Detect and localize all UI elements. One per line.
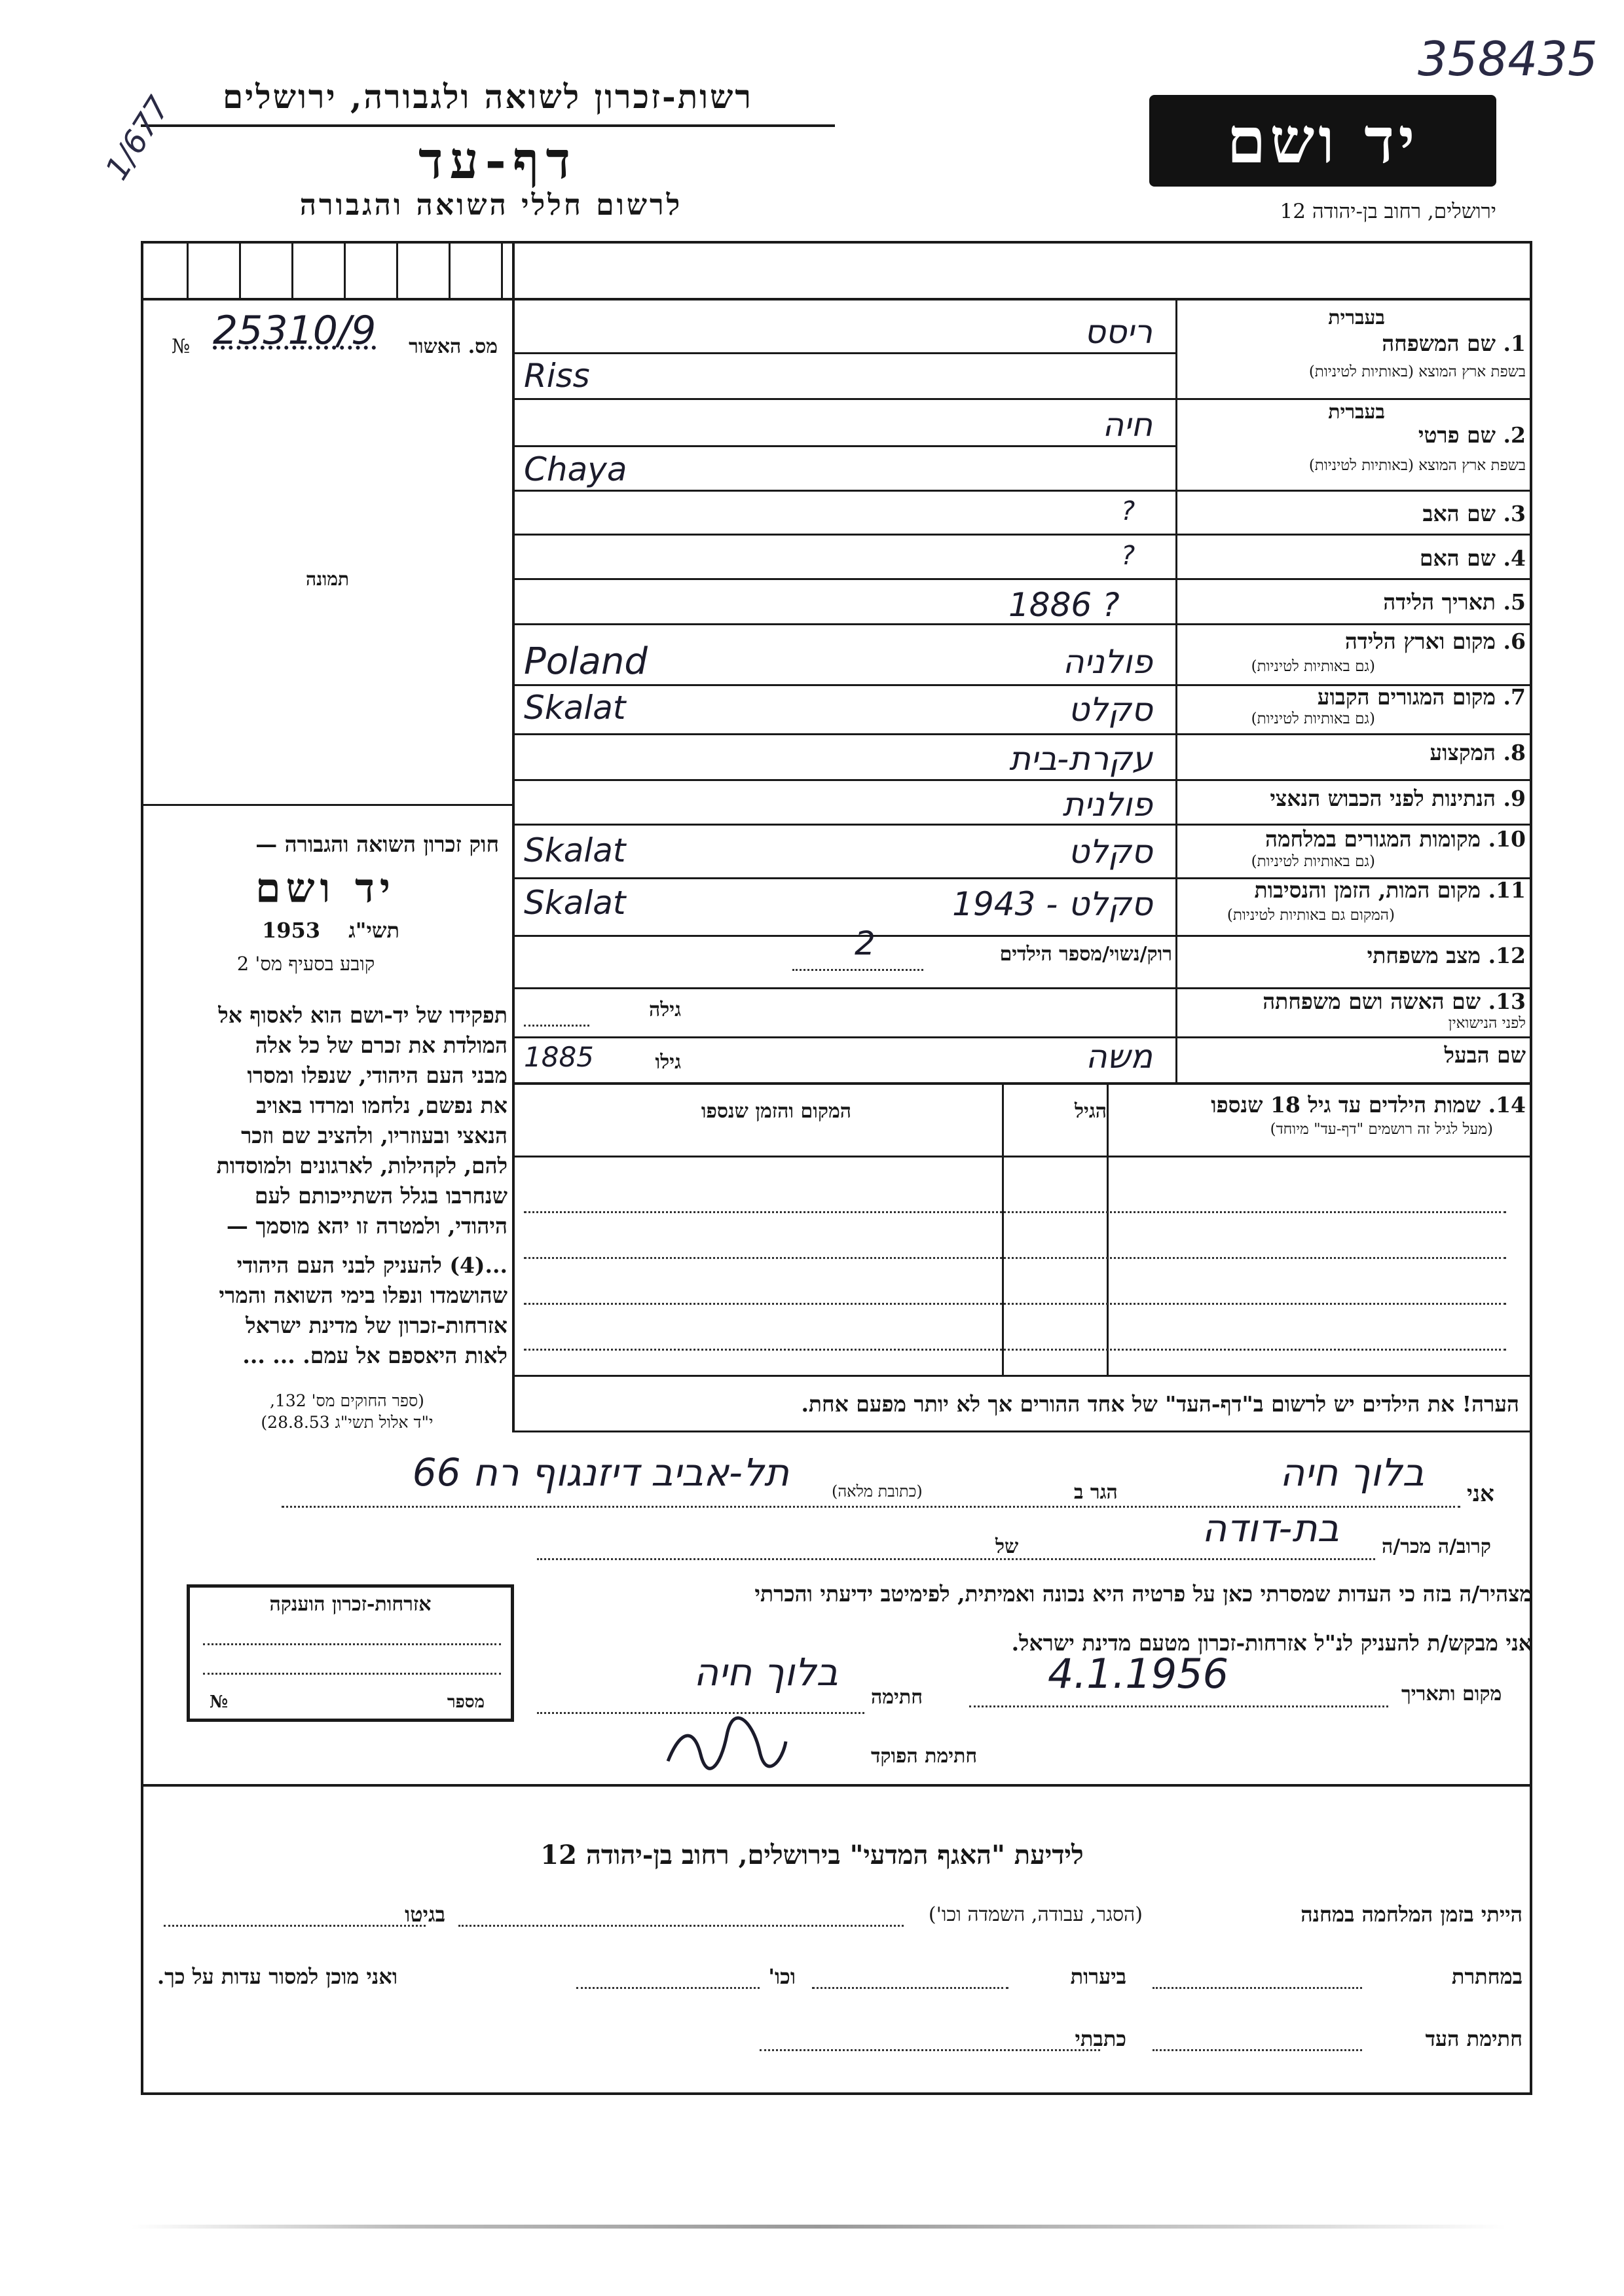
law-purpose-text [144, 1000, 507, 1371]
field-12-label: 12. מצב משפחתי [1367, 943, 1526, 968]
footer-line3-dots [1153, 2049, 1362, 2051]
form-title: דף-עד [418, 131, 577, 191]
field-6-sub: (גם באותיות לטיניות) [1251, 658, 1375, 675]
footer-line3-a: חתימת העד [1425, 2026, 1522, 2051]
field-7-sub: (גם באותיות לטיניות) [1251, 710, 1375, 727]
children-row-line [524, 1303, 1506, 1305]
husband-label: שם הבעל [1444, 1042, 1526, 1068]
law-purpose-line: מבני העם היהודי, שנפלו ומסרו [247, 1063, 507, 1088]
law-purpose-line: תפקידו של יד-ושם הוא לאסוף אל [218, 1002, 507, 1028]
children-title: 14. שמות הילדים עד גיל 18 שנספו [1211, 1092, 1526, 1118]
signature-line [537, 1712, 864, 1714]
field-3-value: ? [1121, 496, 1135, 526]
field-10-value-he: סקלט [1068, 833, 1153, 871]
header-divider [141, 124, 835, 127]
children-header-bottom [515, 1156, 1532, 1157]
citizenship-number-label: מספר [447, 1692, 485, 1712]
note-bottom [515, 1430, 1532, 1432]
field-7-label: 7. מקום המגורים הקבוע [1317, 684, 1526, 710]
children-col-age: הגיל [1074, 1100, 1107, 1123]
row-separator [515, 578, 1532, 580]
field-12-value: 2 [855, 924, 876, 962]
resides-label: הגר ב [1074, 1481, 1118, 1504]
law-year-hebrew: תשי"ג [348, 918, 399, 943]
officer-label: חתימת הפוקד [871, 1745, 978, 1768]
field-2-value-he: חיה [1102, 406, 1153, 444]
field-4-value: ? [1121, 541, 1135, 571]
row-separator [515, 352, 1176, 354]
husband-value: משה [1085, 1038, 1153, 1076]
declarant-date: 4.1.1956 [1048, 1650, 1229, 1698]
i-label: אני [1467, 1481, 1494, 1507]
place-date-label: מקום ותאריך [1401, 1683, 1502, 1705]
relation-line [537, 1558, 1375, 1560]
row-separator [515, 935, 1532, 937]
field-12-inline-label: רוק/נשוי/מספר הילדים [999, 943, 1172, 966]
full-address-label: (כתובת מלאה) [832, 1482, 923, 1501]
footer-line2-b: ביערות [1070, 1964, 1126, 1989]
footer-line2-dots [576, 1987, 760, 1989]
children-row-line [524, 1349, 1506, 1351]
field-9-label: 9. הנתינות לפני הכבוש הנאצי [1270, 786, 1526, 811]
row-separator [515, 445, 1176, 447]
field-13-dots [524, 1025, 589, 1027]
registration-number: 25310/9 [213, 308, 377, 354]
footer-title: לידיעת "האגף המדעי" בירושלים, רחוב בן-יהודה 12 [540, 1840, 1084, 1870]
law-purpose-line: המולדת את זכרם של כל אלה [255, 1032, 507, 1058]
left-column-divider [512, 241, 515, 1432]
law-source-1: (ספר החוקים מס' 132, [270, 1391, 424, 1410]
law-section: קובע בסעיף מס' 2 [236, 953, 375, 975]
law-year: 1953 [262, 918, 321, 943]
field-10-sub: (גם באותיות לטיניות) [1251, 853, 1375, 870]
field-8-value: עקרת-בית [1009, 740, 1153, 778]
field-7-value-he: סקלט [1068, 691, 1153, 729]
top-strip-cell [187, 241, 189, 300]
footer-line1-dots [164, 1925, 426, 1927]
law-purpose-line: את נפשם, נלחמו ומרדו באויב [256, 1093, 507, 1118]
children-table-bottom [515, 1375, 1532, 1377]
footer-line1-b: (הסגר, עבודה, השמדה וכו') [928, 1903, 1143, 1926]
law-clause-line: שהושמדו ונפלו בימי השואה והמרי [219, 1283, 507, 1308]
declarant-name: בלוך חיה [1280, 1450, 1424, 1495]
field-1-value-he: ריסס [1084, 313, 1153, 351]
footer-line2-c: וכו' [768, 1964, 796, 1989]
declaration-bottom [141, 1784, 1532, 1787]
husband-age-label: גילו [655, 1051, 681, 1074]
law-purpose-line: שנחרבו בגלל השתייכותם לעם [254, 1183, 507, 1209]
field-11-label: 11. מקום המות, הזמן והנסיבות [1254, 877, 1526, 903]
field-13-label: 13. שם האשה ושם משפחתה [1263, 989, 1526, 1014]
husband-age-value: 1885 [524, 1041, 594, 1073]
top-strip-cell [344, 241, 346, 300]
field-4-label: 4. שם האם [1419, 545, 1526, 571]
top-strip-cell [239, 241, 241, 300]
label-column-divider [1175, 298, 1177, 1084]
top-strip-bottom [141, 298, 1532, 301]
registration-label: מס. האשור [409, 335, 498, 358]
top-strip-cell [396, 241, 398, 300]
field-11-value-he: סקלט - 1943 [952, 885, 1153, 923]
row-separator [515, 398, 1532, 400]
children-col-divider [1107, 1082, 1109, 1377]
row-separator [515, 779, 1532, 781]
children-row-line [524, 1257, 1506, 1259]
field-1-hebrew-tag: בעברית [1328, 306, 1385, 329]
field-1-label: 1. שם המשפחה [1382, 331, 1526, 356]
archive-number: 358435 [1418, 31, 1598, 86]
law-clause-line: לאות היאספם אל עמם. ... ... [242, 1343, 507, 1368]
field-10-label: 10. מקומות המגורים במלחמה [1264, 826, 1526, 852]
officer-signature-scribble [661, 1715, 792, 1774]
footer-line1-c: בגיטו [405, 1902, 445, 1927]
row-separator [515, 1082, 1532, 1085]
top-strip-cell [449, 241, 451, 300]
photo-area-bottom [141, 804, 514, 806]
law-clause-line: אזרחות-זכרון של מדינת ישראל [246, 1313, 507, 1338]
request-line: אני מבקש/ת להעניק לנ"ל אזרחות-זכרון מטעם מדינת ישראל. [1011, 1630, 1532, 1656]
field-6-value-he: פולניה [1062, 643, 1153, 681]
law-purpose-line: הנאצי ובעוזריו, ולהציב שם וזכר [241, 1123, 507, 1148]
address: ירושלים, רחוב בן-יהודה 12 [1280, 200, 1496, 223]
declare-line: מצהיר/ה בזה כי העדות שמסרתי כאן על פרטיה היא נכונה ואמיתית, לפימיטב ידיעתי והכרתי [754, 1581, 1532, 1607]
field-6-value-latin: Poland [524, 640, 648, 683]
signature-label: חתימה [871, 1686, 923, 1709]
yad-vashem-logo [1149, 95, 1496, 187]
footer-line2-dots [1153, 1987, 1362, 1989]
top-strip-cell [501, 241, 503, 300]
law-title: חוק זכרון השואה והגבורה — [255, 831, 499, 857]
margin-note: 1/677 [98, 90, 177, 187]
field-1-sub: בשפת ארץ המוצא (באותיות לטיניות) [1308, 363, 1526, 380]
law-source-2: י"ד אלול תשי"ג 28.8.53) [261, 1413, 434, 1432]
of-label: של [995, 1535, 1019, 1558]
relation-label: קרוב/ה מכר/ה [1382, 1535, 1491, 1558]
top-strip-cell [291, 241, 293, 300]
citizenship-line [203, 1643, 501, 1645]
field-10-value-latin: Skalat [524, 831, 626, 869]
children-subtitle: (מעל לגיל זה רושמים "דף-עד" מיוחד) [1270, 1121, 1493, 1138]
scan-artifact [131, 2225, 1506, 2229]
officer-signature [661, 1715, 792, 1774]
date-line [969, 1705, 1388, 1707]
footer-line1-a: הייתי בזמן המלחמה במחנה [1301, 1902, 1522, 1927]
field-13-sub: לפני הנישואין [1448, 1015, 1526, 1032]
declarant-signature: בלוך חיה [693, 1650, 838, 1694]
row-separator [515, 824, 1532, 826]
row-separator [515, 490, 1532, 492]
children-col-divider [1002, 1082, 1004, 1377]
form-subtitle: לרשום חללי השואה והגבורה [299, 189, 683, 222]
children-note: הערה! את הילדים יש לרשום ב"דף-העד" של אחד ההורים אך לא יותר מפעם אחת. [801, 1391, 1519, 1417]
field-6-label: 6. מקום וארץ הלידה [1344, 629, 1526, 654]
citizenship-box [187, 1584, 514, 1722]
citizenship-title: אזרחות-זכרון הוענקה [269, 1593, 432, 1616]
footer-line3-dots [760, 2049, 1100, 2051]
field-11-value-latin: Skalat [524, 884, 626, 922]
footer-line2-dots [812, 1987, 1008, 1989]
row-separator [515, 1036, 1532, 1038]
field-2-sub: בשפת ארץ המוצא (באותיות לטיניות) [1308, 457, 1526, 474]
field-12-dots [792, 969, 923, 971]
children-row-line [524, 1211, 1506, 1213]
field-5-label: 5. תאריך הלידה [1383, 589, 1526, 615]
field-8-label: 8. המקצוע [1430, 740, 1526, 765]
law-name: יד ושם [255, 864, 396, 912]
declarant-relation: בת-דודה [1202, 1506, 1339, 1550]
law-clause-line: ...(4) להעניק לבני העם היהודי [236, 1252, 507, 1278]
law-purpose-line: היהודי, ולמטרה זו יהא מוסמך — [226, 1213, 507, 1239]
field-2-value-latin: Chaya [524, 450, 627, 488]
row-separator [515, 534, 1532, 536]
field-3-label: 3. שם האב [1422, 501, 1526, 526]
field-7-value-latin: Skalat [524, 689, 626, 727]
row-separator [515, 733, 1532, 735]
footer-line2-a: במחתרת [1451, 1964, 1522, 1989]
law-purpose-line: להם, לקהילות, לארגונים ולמוסדות [216, 1153, 507, 1178]
field-2-label: 2. שם פרטי [1418, 422, 1526, 448]
footer-line2-d: ואני מוכן למסור עדות על כך. [157, 1964, 398, 1989]
field-5-value: 1886 ? [1008, 586, 1120, 624]
citizenship-no-mark: № [210, 1692, 229, 1712]
photo-label: תמונה [305, 568, 350, 590]
authority-title: רשות-זכרון לשואה ולגבורה, ירושלים [222, 77, 753, 116]
field-1-value-latin: Riss [524, 357, 590, 395]
field-11-sub: (המקום גם באותיות לטיניות) [1227, 907, 1395, 924]
field-13-age-label: גילה [648, 998, 681, 1021]
children-col-place: המקום והזמן שנספו [701, 1100, 851, 1123]
citizenship-line [203, 1673, 501, 1675]
footer-line3-b: כתבתי [1075, 2026, 1126, 2051]
registration-no-mark: № [172, 335, 191, 358]
footer-line1-dots [458, 1925, 904, 1927]
field-2-hebrew-tag: בעברית [1328, 401, 1385, 424]
declarant-address: תל-אביב דיזנגוף רח 66 [412, 1450, 789, 1495]
logo-text: יד ושם [1227, 103, 1419, 177]
field-9-value: פולנית [1062, 786, 1153, 824]
